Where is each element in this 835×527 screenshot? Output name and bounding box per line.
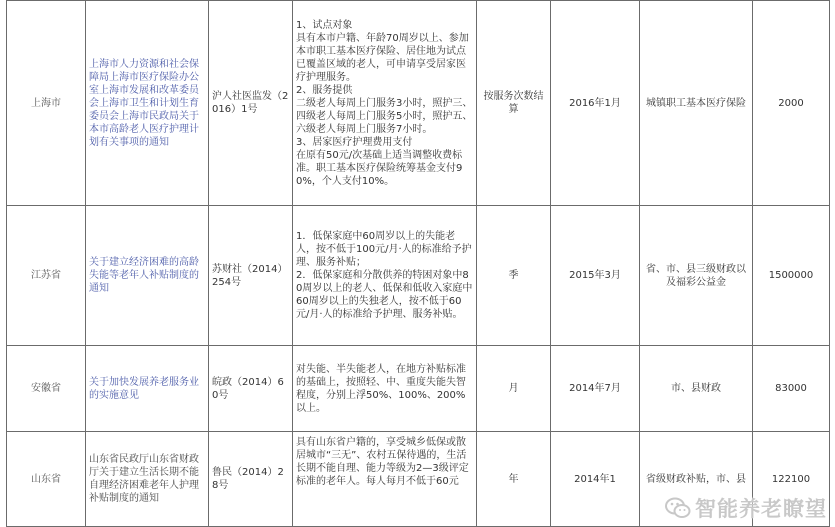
- wechat-icon: [665, 497, 691, 519]
- document-number-cell: 苏财社（2014）254号: [209, 206, 293, 346]
- watermark: [665, 493, 827, 523]
- policy-content-cell: 具有山东省户籍的，享受城乡低保或散居城市“三无”、农村五保待遇的，生活长期不能自理、能力等级为2—3级评定标准的老年人。每人每月不低于60元: [293, 432, 477, 527]
- document-title-cell: 上海市人力资源和社会保障局上海市医疗保险办公室上海市发展和改革委员会上海市卫生和计划生育委员会上海市民政局关于本市高龄老人医疗护理计划有关事项的通知: [86, 1, 209, 206]
- beneficiaries-cell: 83000: [753, 346, 830, 432]
- province-cell: 山东省: [7, 432, 86, 527]
- start-date-cell: 2014年1: [551, 432, 640, 527]
- table-row: [7, 206, 830, 346]
- policy-content-cell: 1、试点对象 具有本市户籍、年龄70周岁以上、参加本市职工基本医疗保险、居住地为试点已覆盖区域的老人，可申请享受居家医疗护理服务。 2、服务提供 二级老人每周上门服务3小时，照护三、四级老人每周上门服务5小时，照护五、六级老人每周上门服务7小时。 3、居家医疗护理费用支付 在原有50元/次基础上适当调整收费标准。职工基本医疗保险统筹基金支付90%，个人支付10%。: [293, 1, 477, 206]
- policy-table: [6, 0, 830, 527]
- province-cell: 江苏省: [7, 206, 86, 346]
- fund-source-cell: 省级财政补贴，市、县: [640, 432, 753, 527]
- fund-source-cell: 市、县财政: [640, 346, 753, 432]
- watermark-text: 智能养老瞭望: [695, 497, 827, 521]
- policy-content-cell: 对失能、半失能老人，在地方补贴标准的基础上，按照轻、中、重度失能失智程度，分别上浮50%、100%、200%以上。: [293, 346, 477, 432]
- start-date-cell: 2016年1月: [551, 1, 640, 206]
- document-number-cell: 皖政（2014）60号: [209, 346, 293, 432]
- province-cell: 上海市: [7, 1, 86, 206]
- document-number-cell: 鲁民（2014）28号: [209, 432, 293, 527]
- payment-cycle-cell: 季: [477, 206, 551, 346]
- payment-cycle-cell: 按服务次数结算: [477, 1, 551, 206]
- policy-content-cell: 1．低保家庭中60周岁以上的失能老人，按不低于100元/月·人的标准给予护理、服务补贴； 2．低保家庭和分散供养的特困对象中80周岁以上的老人、低保和低收入家庭中60周岁以上的失独老人，按不低于60元/月·人的标准给予护理、服务补贴。: [293, 206, 477, 346]
- start-date-cell: 2014年7月: [551, 346, 640, 432]
- fund-source-cell: 省、市、县三级财政以及福彩公益金: [640, 206, 753, 346]
- document-title-cell: 关于建立经济困难的高龄失能等老年人补贴制度的通知: [86, 206, 209, 346]
- table-row: [7, 346, 830, 432]
- beneficiaries-cell: 122100: [753, 432, 830, 527]
- document-number-cell: 沪人社医监发（2016）1号: [209, 1, 293, 206]
- beneficiaries-cell: 1500000: [753, 206, 830, 346]
- document-title-cell: 关于加快发展养老服务业的实施意见: [86, 346, 209, 432]
- payment-cycle-cell: 月: [477, 346, 551, 432]
- province-cell: 安徽省: [7, 346, 86, 432]
- table-row: [7, 1, 830, 206]
- payment-cycle-cell: 年: [477, 432, 551, 527]
- fund-source-cell: 城镇职工基本医疗保险: [640, 1, 753, 206]
- beneficiaries-cell: 2000: [753, 1, 830, 206]
- document-title-cell: 山东省民政厅山东省财政厅关于建立生活长期不能自理经济困难老年人护理补贴制度的通知: [86, 432, 209, 527]
- start-date-cell: 2015年3月: [551, 206, 640, 346]
